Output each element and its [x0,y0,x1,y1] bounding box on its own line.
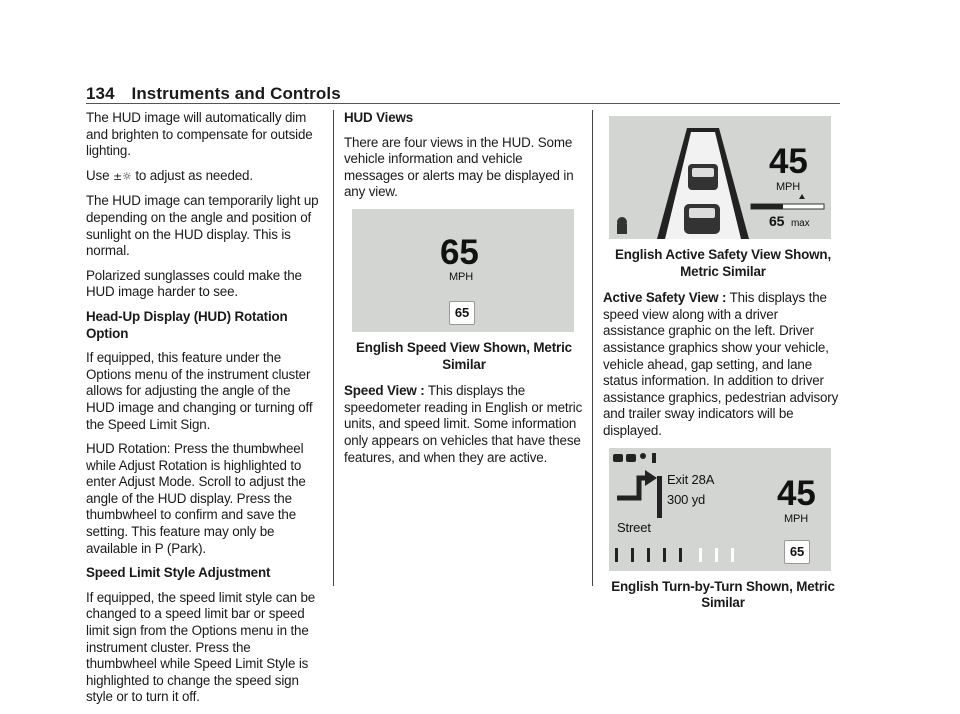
subheading: HUD Views [344,110,414,125]
nav-distance: 300 yd [667,491,706,507]
nav-street: Street [617,519,651,535]
column-divider [333,110,334,586]
hud-speed: 45 [777,473,816,513]
speed-limit-max-label: max [791,218,810,229]
hud-speed-view-image [352,209,574,332]
figure-caption: English Speed View Shown, Metric Similar [356,339,572,372]
pedestrian-icon [652,453,656,463]
hud-unit: MPH [449,270,473,283]
gap-status-icon [640,453,646,459]
paragraph [86,168,322,186]
nav-exit: Exit 28A [667,471,715,487]
lane-status-icon [626,454,636,462]
header-rule [86,103,840,104]
paragraph: HUD Rotation: Press the thumbwheel while Adjust Rotation is highlighted to enter Adjust Mode. Scroll to adjust the angle of the HUD display. Press the thumbwheel to confirm and save the setting. This feature may only be available in P (Park). [86,441,306,556]
term: Active Safety View : [603,290,727,306]
speed-limit-sign: 65 [449,301,475,325]
paragraph-text: to adjust as needed. [135,167,253,183]
section-title: Instruments and Controls [131,84,341,103]
speed-limit-value: 65 [769,213,785,229]
hud-unit: MPH [784,512,808,525]
brightness-icon: ±☼ [112,169,132,183]
paragraph-text: This displays the speed view along with a driver assistance graphic on the left. Driver assistance graphics show your vehicle, vehicle ahead, gap setting, and lane status information. In addition to driver assistance graphics, pedestrian advisory and trailer sway indicators will be displayed. [603,290,839,438]
paragraph-text: This displays the speedometer reading in English or metric units, and speed limit. Some information only appears on vehicles that have these features, and when they are active. [344,383,583,465]
lane-guidance-arrows [615,548,682,562]
paragraph [344,383,584,466]
hud-active-safety-image [609,116,831,239]
vehicle-status-icon [613,454,623,462]
column-3 [603,110,843,622]
figure-caption: English Active Safety View Shown, Metric Similar [614,247,832,279]
speed-limit-sign: 65 [784,540,810,564]
subheading: Head-Up Display (HUD) Rotation Option [86,308,288,341]
term: Speed View : [344,383,425,399]
paragraph: The HUD image can temporarily light up depending on the angle and position of sunlight on the HUD display. This is normal. [86,193,319,259]
paragraph-text: Use [86,167,110,183]
paragraph: Polarized sunglasses could make the HUD image harder to see. [86,267,302,300]
column-1 [86,110,322,714]
hud-turn-by-turn-image [609,448,831,571]
paragraph: There are four views in the HUD. Some vehicle information and vehicle messages or alerts may be displayed in any view. [344,134,574,200]
column-divider [592,110,593,586]
column-2 [344,110,584,474]
hud-speed: 65 [440,232,479,272]
page-number: 134 [86,84,115,103]
hud-speed: 45 [769,142,808,181]
subheading: Speed Limit Style Adjustment [86,565,271,581]
page-header [86,84,341,104]
figure-caption: English Turn-by-Turn Shown, Metric Similar [611,578,835,611]
paragraph: If equipped, the speed limit style can be changed to a speed limit bar or speed limit sign from the Options menu in the instrument cluster. Press the thumbwheel while Speed Limit Style is highlighted to change the speed sign style or to turn it off. [86,589,316,705]
paragraph: The HUD image will automatically dim and brighten to compensate for outside lighting. [86,110,313,159]
paragraph [603,290,843,439]
paragraph: If equipped, this feature under the Options menu of the instrument cluster allows for adjusting the angle of the HUD image and changing or turning off the Speed Limit Sign. [86,350,313,432]
hud-unit: MPH [776,181,800,193]
